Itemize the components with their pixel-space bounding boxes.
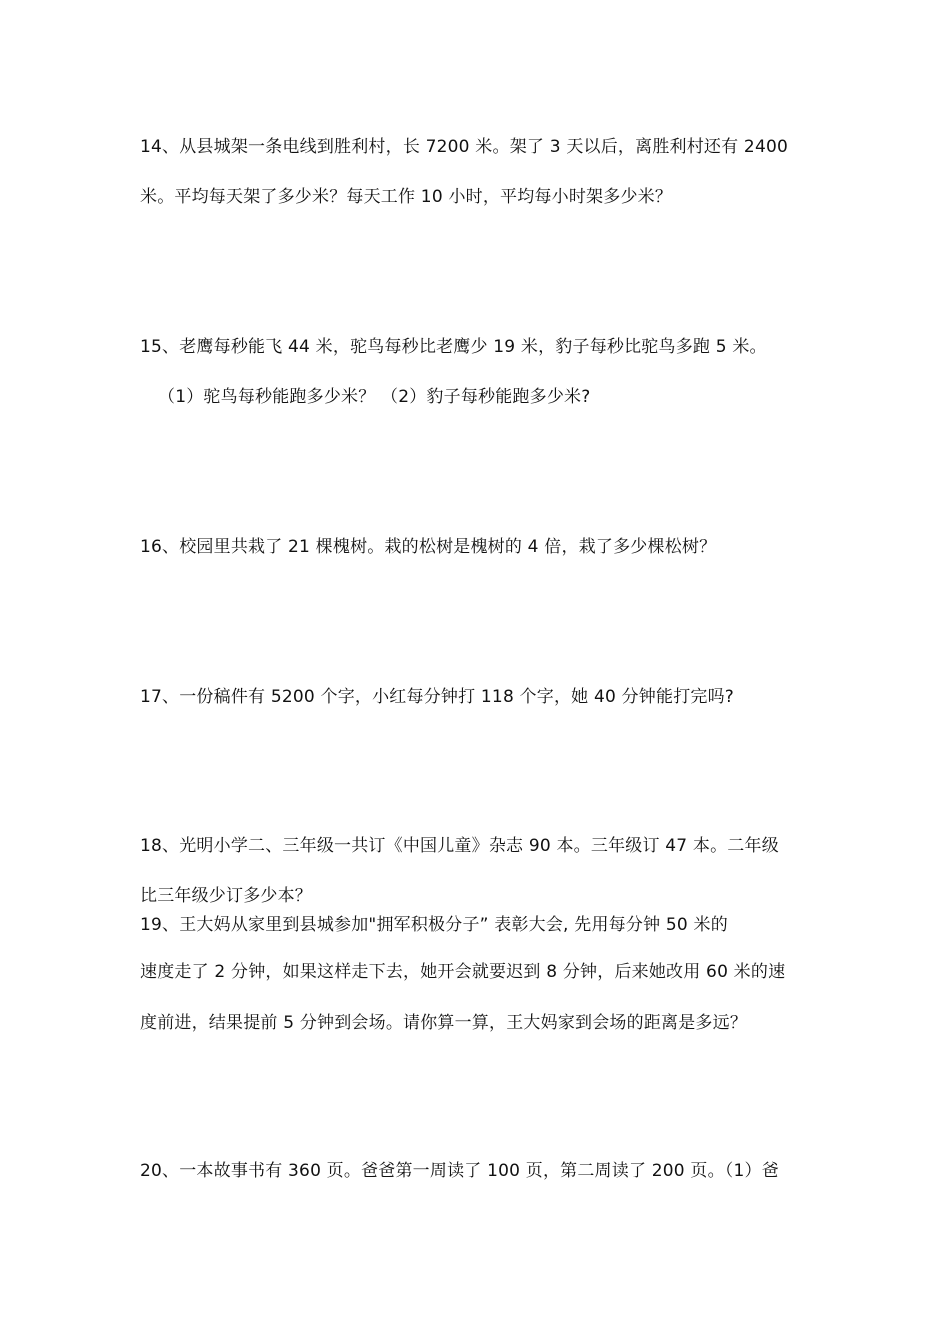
question-18-line-1: 18、光明小学二、三年级一共订《中国儿童》杂志 90 本。三年级订 47 本。二年级 (140, 836, 779, 856)
question-19-line-2: 速度走了 2 分钟，如果这样走下去，她开会就要迟到 8 分钟，后来她改用 60 米的速 (140, 962, 786, 982)
question-15-line-1: 15、老鹰每秒能飞 44 米，驼鸟每秒比老鹰少 19 米，豹子每秒比驼鸟多跑 5 米。 (140, 337, 767, 357)
question-14-line-1: 14、从县城架一条电线到胜利村，长 7200 米。架了 3 天以后，离胜利村还有 2400 (140, 137, 788, 157)
question-19-line-3: 度前进，结果提前 5 分钟到会场。请你算一算，王大妈家到会场的距离是多远？ (140, 1013, 748, 1033)
question-17-line-1: 17、一份稿件有 5200 个字，小红每分钟打 118 个字，她 40 分钟能打完吗? (140, 687, 735, 707)
question-20-line-1: 20、一本故事书有 360 页。爸爸第一周读了 100 页，第二周读了 200 页。（1）爸 (140, 1161, 779, 1181)
question-19-line-1: 19、王大妈从家里到县城参加"拥军积极分子” 表彰大会, 先用每分钟 50 米的 (140, 915, 728, 935)
question-18-line-2: 比三年级少订多少本？ (140, 886, 312, 906)
question-15-subquestions: （1）驼鸟每秒能跑多少米？ （2）豹子每秒能跑多少米? (158, 387, 591, 407)
question-16-line-1: 16、校园里共栽了 21 棵槐树。栽的松树是槐树的 4 倍，栽了多少棵松树？ (140, 537, 717, 557)
question-14-line-2: 米。平均每天架了多少米？每天工作 10 小时，平均每小时架多少米？ (140, 187, 673, 207)
